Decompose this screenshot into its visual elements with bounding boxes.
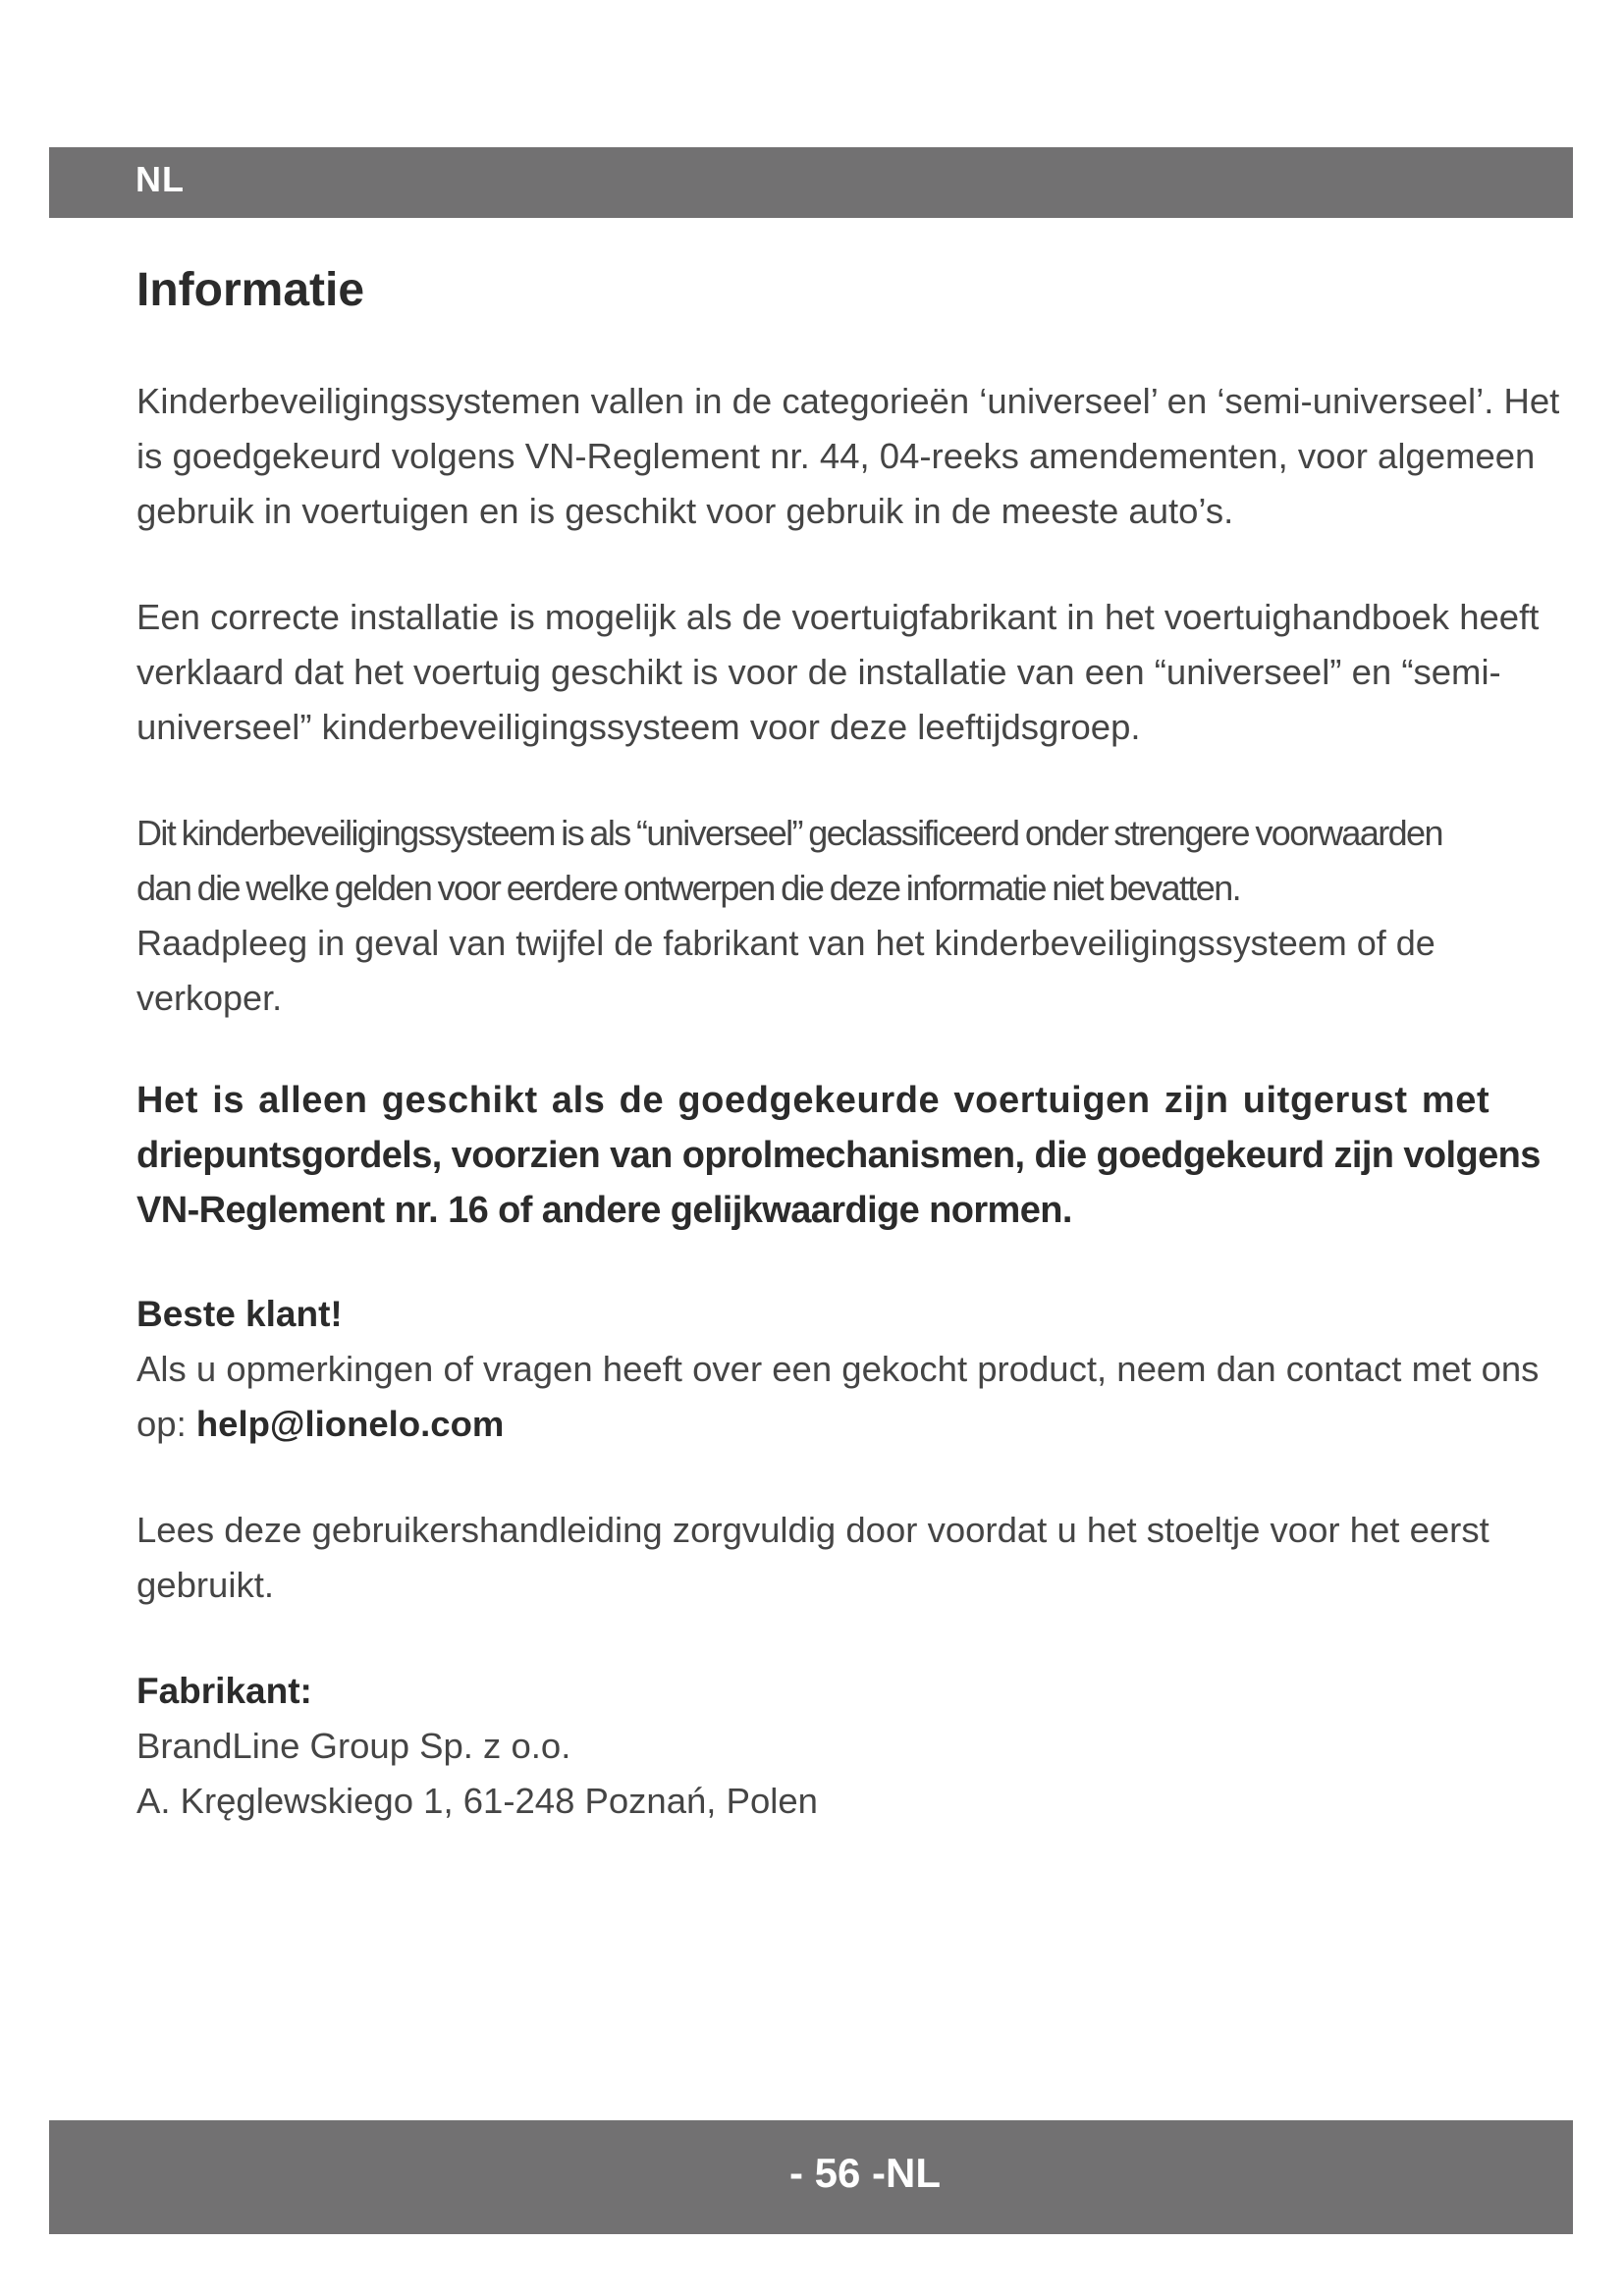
paragraph-categories: Kinderbeveiligingssystemen vallen in de categorieën ‘universeel’ en ‘semi-universeel’. Het is goedgekeurd volgens VN-Reglement nr. 44, 04-reeks amendementen, voor algemeen gebruik in voertuigen en is geschikt voor gebruik in de meeste auto’s. [136,381,1560,531]
main-content [136,263,1575,1829]
contact-block [136,1287,1575,1452]
requirements-line-2: driepuntsgordels, voorzien van oprolmechanismen, die goedgekeurd zijn volgens [136,1135,1541,1176]
page-title: Informatie [136,264,365,316]
manufacturer-label: Fabrikant: [136,1671,312,1711]
paragraph-installation: Een correcte installatie is mogelijk als de voertuigfabrikant in het voertuighandboek heeft verklaard dat het voertuig geschikt is voor de installatie van een “universeel” en “semi-universeel” kinderbeveiligingssysteem voor deze leeftijdsgroep. [136,597,1540,747]
footer-bar [49,2120,1573,2234]
paragraph-classification [136,806,1575,1026]
contact-email-link[interactable]: help@lionelo.com [195,1404,505,1444]
requirements-line-1: Het is alleen geschikt als de goedgekeurde voertuigen zijn uitgerust met [136,1080,1490,1121]
requirements-line-3: VN-Reglement nr. 16 of andere gelijkwaardige normen. [136,1190,1072,1231]
contact-greeting: Beste klant! [136,1294,343,1334]
paragraph-instruction: Lees deze gebruikershandleiding zorgvuldig door voordat u het stoeltje voor het eerst gebruikt. [136,1510,1489,1605]
paragraph-requirements [136,1073,1575,1238]
language-label: NL [135,159,185,199]
manufacturer-block [136,1664,1575,1829]
classification-line-1: Dit kinderbeveiligingssysteem is als “universeel” geclassificeerd onder strengere voorwaarden [136,813,1442,853]
manufacturer-address: A. Kręglewskiego 1, 61-248 Poznań, Polen [136,1781,818,1821]
manufacturer-company: BrandLine Group Sp. z o.o. [136,1726,571,1766]
page-number: - 56 -NL [788,2150,941,2196]
contact-text: Als u opmerkingen of vragen heeft over een gekocht product, neem dan contact met ons op: [136,1349,1540,1444]
header-bar [49,147,1573,218]
classification-line-2: dan die welke gelden voor eerdere ontwerpen die deze informatie niet bevatten. [136,868,1241,908]
classification-rest: Raadpleeg in geval van twijfel de fabrikant van het kinderbeveiligingssysteem of de verkoper. [136,923,1435,1018]
